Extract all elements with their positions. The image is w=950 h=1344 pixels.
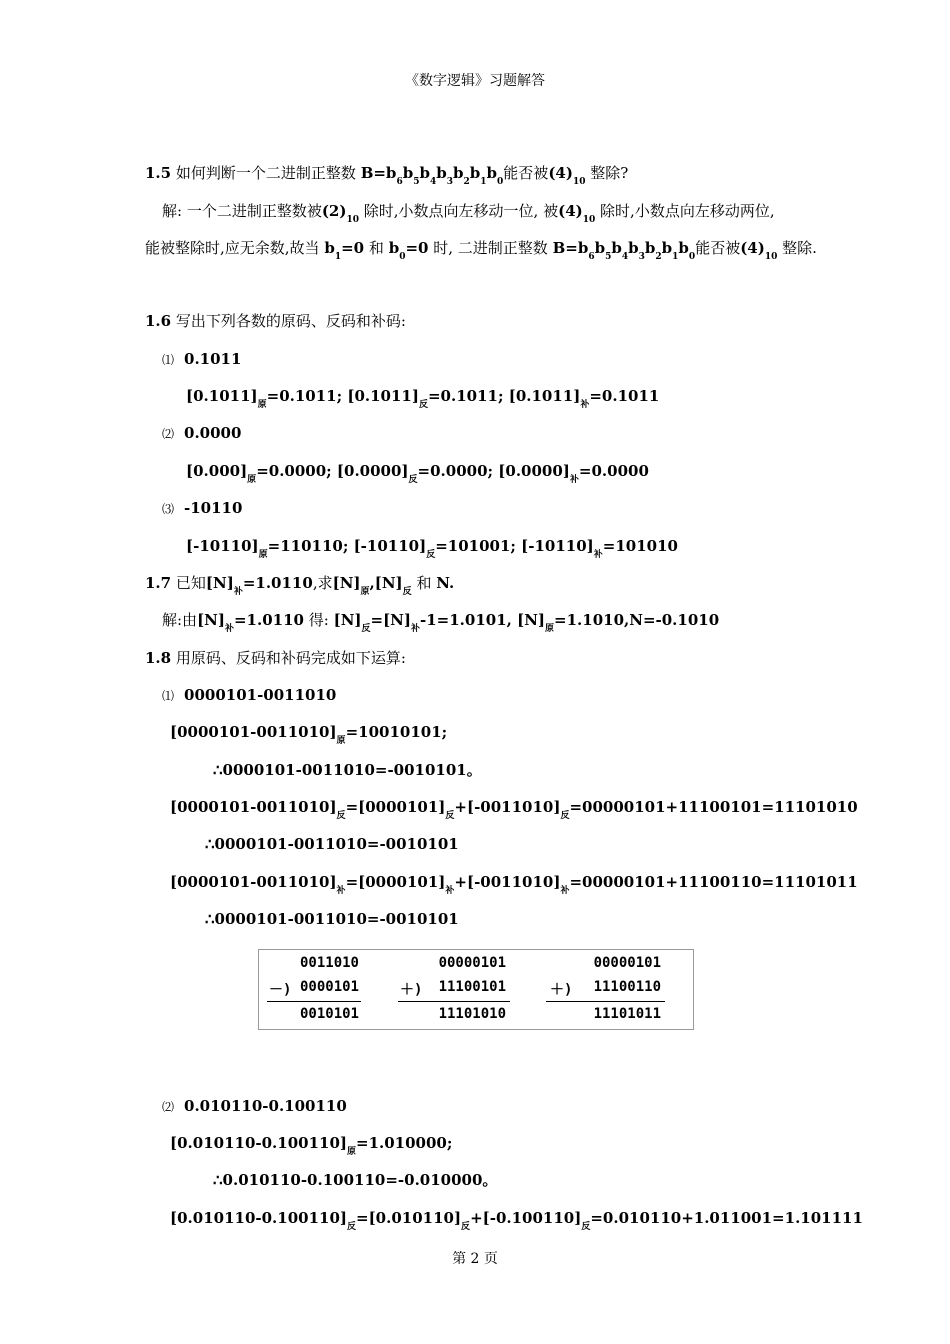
question-text: 用原码、反码和补码完成如下运算: [175, 649, 406, 667]
therefore-line: ∴0000101-0011010=-0010101 [205, 835, 459, 853]
item-value: 0000101-0011010 [184, 686, 337, 704]
answer-text: 解:由 [162, 611, 198, 629]
twos-complement-calc: $[0000101-0011010]_补=[0000101]_补+[-0011010]_补=00000101+11100110=11101011$ [170, 873, 858, 896]
answer-text: 得: [308, 611, 329, 629]
answer-text: 能否被 [695, 239, 741, 257]
calc-rule [267, 1001, 361, 1002]
calc-operator: ＋) [400, 982, 423, 998]
problem-number: 1.8 [145, 649, 172, 667]
problem-number: 1.6 [145, 312, 172, 330]
math: $[N]_补=1.0110$ [197, 611, 304, 634]
problem-1-7-question [145, 573, 455, 597]
math: $[N]_补=1.0110$ [205, 574, 313, 597]
math-four: $(4)_{10}$ [548, 164, 586, 187]
math-four: $(4)_{10}$ [558, 202, 596, 225]
item-marker: ⑵ [162, 427, 175, 441]
item-value: 0.1011 [184, 350, 242, 368]
problem-1-5-answer-line-1 [162, 201, 775, 225]
answer-text: 整除. [782, 239, 817, 257]
calculation-figure [258, 949, 694, 1030]
problem-1-6-question [145, 311, 406, 331]
page-footer: 第 2 页 [452, 1251, 498, 1267]
item-marker: ⑶ [162, 502, 175, 516]
answer-text: 和 [368, 239, 384, 257]
calc-addend: 11100101 [438, 979, 506, 995]
question-text: ,求 [312, 574, 333, 592]
calc-subtrahend: 0000101 [299, 979, 359, 995]
problem-1-8-question [145, 648, 406, 668]
math-b1: $b_1=0$ [324, 239, 365, 262]
item-value: 0.010110-0.100110 [184, 1097, 347, 1115]
problem-number: 1.7 [145, 574, 172, 592]
item-value: -10110 [184, 499, 243, 517]
item-marker: ⑴ [162, 689, 175, 703]
math-four: $(4)_{10}$ [740, 239, 778, 262]
calc-operator: －) [269, 982, 292, 998]
therefore-line: ∴0000101-0011010=-0010101 [205, 910, 459, 928]
question-text: 写出下列各数的原码、反码和补码: [175, 312, 406, 330]
question-text: 如何判断一个二进制正整数 [175, 164, 356, 182]
calc-rule [398, 1001, 510, 1002]
calc-addend: 00000101 [593, 955, 661, 971]
item-marker: ⑴ [162, 353, 175, 367]
calc-result: 11101010 [438, 1006, 506, 1022]
item-1-6-2 [162, 423, 241, 444]
codes-1-6-1: $[0.1011]_原=0.1011$; $[0.1011]_反=0.1011$; $[0.1011]_补=0.1011$ [186, 387, 660, 410]
problem-1-5-question [145, 163, 629, 187]
math-B: $B=b_6b_5b_4b_3b_2b_1b_0$ [552, 239, 696, 262]
calc-column-twos [544, 950, 669, 1029]
page-header: 《数字逻辑》习题解答 [405, 73, 545, 89]
calc-minuend: 0011010 [299, 955, 359, 971]
calc-addend: 11100110 [593, 979, 661, 995]
item-value: 0.0000 [184, 424, 242, 442]
item-1-6-3 [162, 498, 242, 519]
codes-1-6-3: $[-10110]_原=110110$; $[-10110]_反=101001$; $[-10110]_补=101010$ [186, 537, 678, 560]
math-two: $(2)_{10}$ [321, 202, 359, 225]
math: N. [436, 574, 455, 592]
sign-magnitude-calc-2: $[0.010110-0.100110]_原=1.010000$; [170, 1134, 453, 1157]
calc-operator: ＋) [550, 982, 573, 998]
therefore-line: ∴0.010110-0.100110=-0.010000。 [213, 1171, 498, 1189]
question-text: 和 [416, 574, 432, 592]
math: $[N]_原,[N]_反$ [332, 574, 412, 597]
math: $[N]_反=[N]_补-1=1.0101$, $[N]_原=1.1010,N=-0.1010$ [333, 611, 720, 634]
ones-complement-calc-2: $[0.010110-0.100110]_反=[0.010110]_反+[-0.100110]_反=0.010110+1.011001=1.101111$ [170, 1209, 863, 1232]
math-b0: $b_0=0$ [388, 239, 429, 262]
answer-text: 解: 一个二进制正整数被 [162, 202, 322, 220]
math-B: $B=b_6b_5b_4b_3b_2b_1b_0$ [360, 164, 504, 187]
calc-result: 11101011 [593, 1006, 661, 1022]
item-marker: ⑵ [162, 1100, 175, 1114]
calc-addend: 00000101 [438, 955, 506, 971]
answer-text: 能被整除时,应无余数,故当 [145, 239, 320, 257]
question-text: 已知 [175, 574, 206, 592]
answer-text: 除时,小数点向左移动一位, 被 [363, 202, 559, 220]
sign-magnitude-calc: $[0000101-0011010]_原=10010101$; [170, 723, 448, 746]
calc-rule [546, 1001, 665, 1002]
calc-column-ones [394, 950, 514, 1029]
problem-number: 1.5 [145, 164, 172, 182]
answer-text: 时, 二进制正整数 [433, 239, 548, 257]
calc-result: 0010101 [299, 1006, 359, 1022]
codes-1-6-2: $[0.000]_原=0.0000$; $[0.0000]_反=0.0000$; $[0.0000]_补=0.0000$ [186, 462, 649, 485]
problem-1-7-answer [162, 610, 720, 634]
question-text: 能否被 [503, 164, 549, 182]
answer-text: 除时,小数点向左移动两位, [600, 202, 775, 220]
item-1-8-2 [162, 1096, 347, 1117]
item-1-8-1 [162, 685, 336, 706]
question-text: 整除? [590, 164, 629, 182]
therefore-line: ∴0000101-0011010=-0010101。 [213, 761, 482, 779]
calc-column-subtract [259, 950, 369, 1029]
ones-complement-calc: $[0000101-0011010]_反=[0000101]_反+[-0011010]_反=00000101+11100101=11101010$ [170, 798, 858, 821]
problem-1-5-answer-line-2 [145, 238, 817, 262]
item-1-6-1 [162, 349, 241, 370]
